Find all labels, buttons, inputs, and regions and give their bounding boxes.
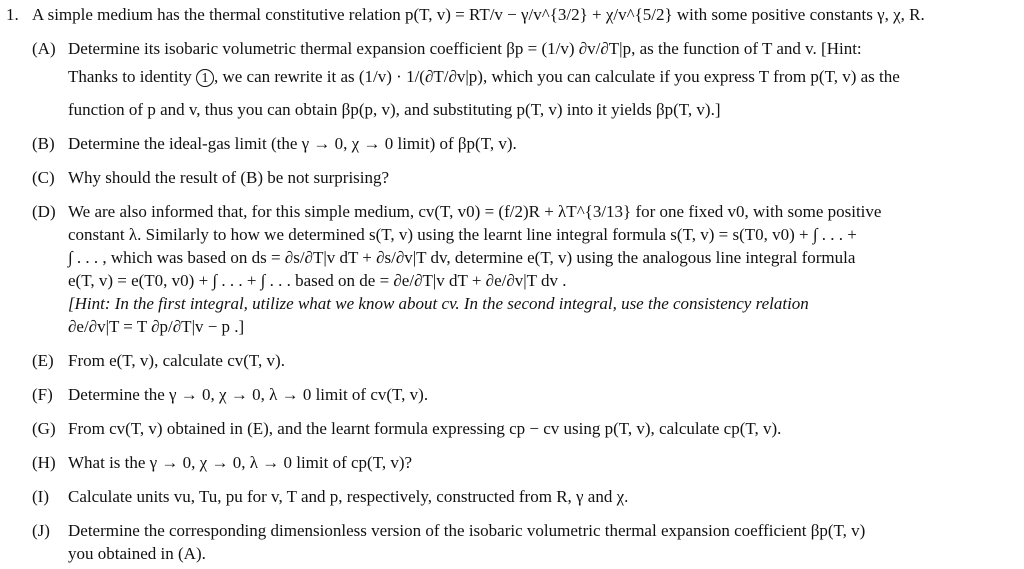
part-a-line-1: Determine its isobaric volumetric thermal expansion coefficient βp = (1/v) ∂v/∂T|p, as the function of T and v. [Hint:: [68, 39, 862, 58]
part-d-line-1: We are also informed that, for this simple medium, cv(T, v0) = (f/2)R + λT^{3/13} for one fixed v0, with some positive: [68, 202, 882, 221]
part-label: (I): [32, 487, 49, 506]
part-label: (J): [32, 521, 50, 540]
part-e-text: From e(T, v), calculate cv(T, v).: [68, 351, 285, 370]
part-d-line-3: ∫ . . . , which was based on ds = ∂s/∂T|v dT + ∂s/∂v|T dv, determine e(T, v) using the analogous line integral formula: [68, 248, 856, 267]
identity-1-marker: 1: [196, 69, 214, 87]
part-label: (B): [32, 134, 55, 153]
part-j-line-1: Determine the corresponding dimensionless version of the isobaric volumetric thermal expansion coefficient βp(T, v): [68, 521, 866, 540]
part-d-consistency-relation: ∂e/∂v|T = T ∂p/∂T|v − p .]: [68, 317, 245, 336]
part-a-line-2: [68, 66, 900, 88]
part-label: (D): [32, 202, 56, 221]
part-a-line-3: function of p and v, thus you can obtain βp(p, v), and substituting p(T, v) into it yields βp(T, v).]: [68, 100, 721, 119]
part-g-text: From cv(T, v) obtained in (E), and the learnt formula expressing cp − cv using p(T, v), calculate cp(T, v).: [68, 419, 782, 438]
part-label: (C): [32, 168, 55, 187]
part-d-line-4: e(T, v) = e(T0, v0) + ∫ . . . + ∫ . . . based on de = ∂e/∂T|v dT + ∂e/∂v|T dv .: [68, 271, 567, 290]
problem-intro: A simple medium has the thermal constitutive relation p(T, v) = RT/v − γ/v^{3/2} + χ/v^{5/2} with some positive constants γ, χ, R.: [32, 5, 925, 24]
part-b-text: Determine the ideal-gas limit (the γ → 0, χ → 0 limit) of βp(T, v).: [68, 134, 517, 153]
part-a-hint-lead: Thanks to identity: [68, 67, 192, 86]
part-label: (E): [32, 351, 54, 370]
part-i-text: Calculate units vu, Tu, pu for v, T and p, respectively, constructed from R, γ and χ.: [68, 487, 629, 506]
problem-number: 1.: [6, 5, 19, 24]
part-label: (H): [32, 453, 56, 472]
part-f-text: Determine the γ → 0, χ → 0, λ → 0 limit of cv(T, v).: [68, 385, 429, 404]
part-label: (A): [32, 39, 56, 58]
part-a-hint-rest: , we can rewrite it as (1/v) · 1/(∂T/∂v|p), which you can calculate if you express T from p(T, v) as the: [213, 67, 900, 86]
part-c-text: Why should the result of (B) be not surprising?: [68, 168, 390, 187]
part-d-line-2: constant λ. Similarly to how we determined s(T, v) using the learnt line integral formula s(T, v) = s(T0, v0) + ∫ . . . +: [68, 225, 857, 244]
part-j-line-2: you obtained in (A).: [68, 544, 206, 563]
part-h-text: What is the γ → 0, χ → 0, λ → 0 limit of cp(T, v)?: [68, 453, 413, 472]
part-label: (F): [32, 385, 53, 404]
part-d-hint-line: [Hint: In the first integral, utilize what we know about cv. In the second integral, use the consistency relation: [68, 294, 809, 313]
part-label: (G): [32, 419, 56, 438]
